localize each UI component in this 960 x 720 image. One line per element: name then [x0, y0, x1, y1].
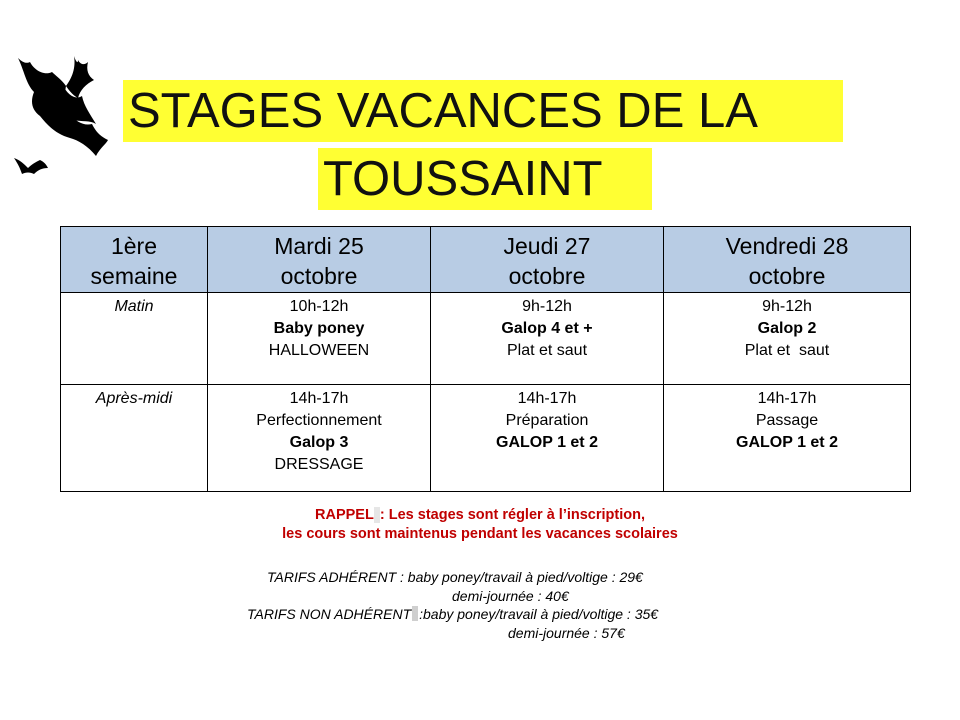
- reminder-line-1: [0, 506, 960, 525]
- cell-type: Préparation: [505, 412, 589, 429]
- header-vendredi: [664, 227, 911, 293]
- cell-activity: GALOP 1 et 2: [496, 434, 598, 451]
- cell-apres-midi-mardi: [208, 385, 431, 492]
- cell-matin-mardi: [208, 293, 431, 385]
- cell-apres-midi-vendredi: [664, 385, 911, 492]
- cell-detail: HALLOWEEN: [268, 342, 370, 359]
- bats-icon: [4, 40, 124, 190]
- table-header-row: [61, 227, 911, 293]
- header-week-line1: 1ère: [110, 232, 158, 259]
- price-non-member: [247, 605, 658, 624]
- period-label-apres-midi: Après-midi: [61, 385, 208, 492]
- cell-time: 14h-17h: [757, 390, 817, 407]
- cell-time: 14h-17h: [517, 390, 577, 407]
- cell-detail: Plat et saut: [506, 342, 588, 359]
- reminder-label: RAPPEL: [315, 507, 374, 523]
- cell-activity: GALOP 1 et 2: [736, 434, 838, 451]
- text-cursor-mark: [412, 606, 418, 621]
- price-non-member-text: :baby poney/travail à pied/voltige : 35€: [419, 606, 659, 622]
- cell-matin-vendredi: [664, 293, 911, 385]
- page-title-line-1: STAGES VACANCES DE LA: [123, 80, 843, 142]
- header-mardi-line2: octobre: [280, 262, 358, 289]
- price-non-member-label: TARIFS NON ADHÉRENT: [247, 606, 412, 622]
- cell-type: Perfectionnement: [256, 412, 382, 429]
- price-member-half-day: demi-journée : 40€: [452, 588, 569, 604]
- header-jeudi-line1: Jeudi 27: [503, 232, 591, 259]
- cell-activity: Galop 4 et +: [501, 320, 593, 337]
- cell-time: 10h-12h: [289, 298, 349, 315]
- header-mardi: [208, 227, 431, 293]
- cell-apres-midi-jeudi: [431, 385, 664, 492]
- header-jeudi: [431, 227, 664, 293]
- reminder-text-1: : Les stages sont régler à l’inscription,: [379, 507, 645, 523]
- cell-detail: DRESSAGE: [274, 456, 364, 473]
- page-title-line-2: TOUSSAINT: [318, 148, 652, 210]
- cell-detail: Plat et saut: [744, 342, 830, 359]
- price-non-member-half-day: demi-journée : 57€: [508, 625, 625, 641]
- bat-tiny-icon: [14, 158, 48, 174]
- table-row-apres-midi: [61, 385, 911, 492]
- table-row-matin: [61, 293, 911, 385]
- cell-type: Passage: [755, 412, 819, 429]
- header-jeudi-line2: octobre: [508, 262, 586, 289]
- cell-time: 14h-17h: [289, 390, 349, 407]
- header-week-line2: semaine: [90, 262, 178, 289]
- cell-matin-jeudi: [431, 293, 664, 385]
- cell-time: 9h-12h: [522, 298, 572, 315]
- cell-activity: Galop 2: [757, 320, 817, 337]
- header-week: [61, 227, 208, 293]
- cell-time: 9h-12h: [762, 298, 812, 315]
- header-mardi-line1: Mardi 25: [274, 232, 364, 259]
- period-label-matin: Matin: [61, 293, 208, 385]
- text-cursor-mark: |: [374, 507, 379, 523]
- price-member: TARIFS ADHÉRENT : baby poney/travail à pied/voltige : 29€: [267, 569, 643, 585]
- header-vendredi-line1: Vendredi 28: [725, 232, 849, 259]
- reminder-block: [0, 506, 960, 544]
- reminder-line-2: les cours sont maintenus pendant les vacances scolaires: [282, 526, 678, 542]
- header-vendredi-line2: octobre: [748, 262, 826, 289]
- schedule-table: [60, 226, 911, 492]
- cell-activity: Galop 3: [289, 434, 349, 451]
- cell-activity: Baby poney: [273, 320, 365, 337]
